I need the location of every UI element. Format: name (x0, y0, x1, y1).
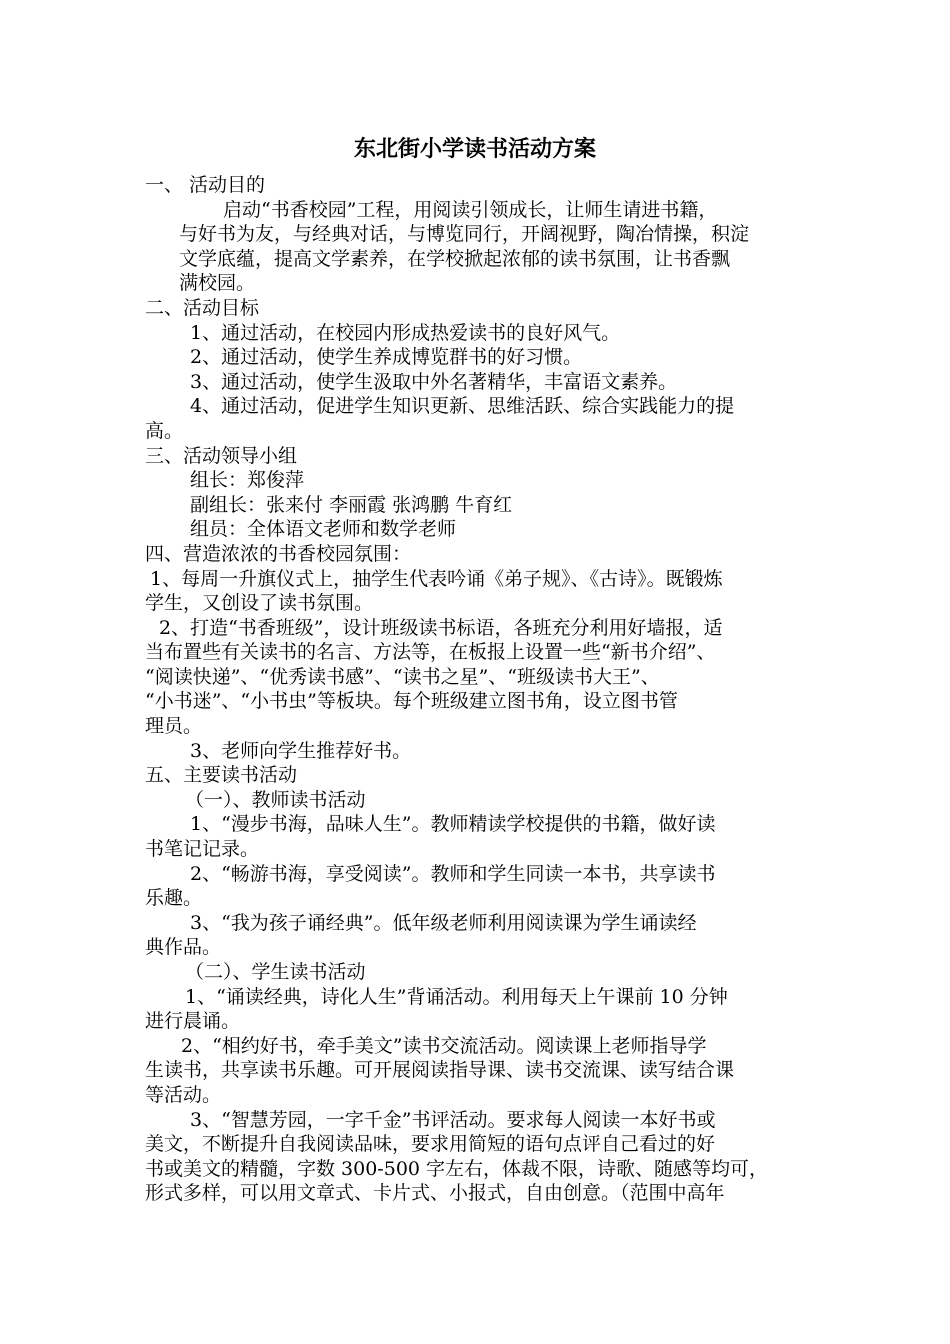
student-activity-line: 3、“智慧芳园，一字千金”书评活动。要求每人阅读一本好书或 (190, 1108, 716, 1131)
teacher-activity-line: 3、“我为孩子诵经典”。低年级老师利用阅读课为学生诵读经 (190, 911, 697, 934)
leader-line: 组长：郑俊萍 (190, 469, 305, 492)
section-heading-goals: 二、活动目标 (145, 296, 260, 319)
goal-item-continuation: 高。 (145, 419, 184, 442)
atmosphere-line: “阅读快递”、“优秀读书感”、“读书之星”、“班级读书大王”、 (145, 665, 660, 688)
section-heading-atmosphere: 四、营造浓浓的书香校园氛围： (145, 542, 412, 565)
atmosphere-line: 学生，又创设了读书氛围。 (145, 592, 374, 615)
atmosphere-line: 当布置些有关读书的名言、方法等，在板报上设置一些“新书介绍”、 (145, 641, 716, 664)
teacher-activity-line: 乐趣。 (145, 887, 203, 910)
document-title: 东北街小学读书活动方案 (353, 136, 596, 162)
atmosphere-line: 2、打造“书香班级”，设计班级读书标语，各班充分利用好墙报，适 (159, 616, 723, 639)
student-activity-line: 书或美文的精髓，字数 300-500 字左右，体裁不限，诗歌、随感等均可， (145, 1157, 769, 1180)
goal-item: 2、通过活动，使学生养成博览群书的好习惯。 (190, 346, 583, 369)
student-activity-line: 美文，不断提升自我阅读品味，要求用简短的语句点评自己看过的好 (145, 1133, 716, 1156)
section-heading-purpose: 一、 活动目的 (145, 174, 266, 196)
purpose-line: 文学底蕴，提高文学素养，在学校掀起浓郁的读书氛围，让书香飘 (179, 247, 731, 270)
purpose-line: 启动“书香校园”工程，用阅读引领成长，让师生请进书籍， (223, 198, 718, 221)
leader-line: 组员：全体语文老师和数学老师 (190, 518, 457, 541)
document-body (145, 173, 810, 1206)
purpose-line: 与好书为友，与经典对话，与博览同行，开阔视野，陶冶情操，积淀 (179, 223, 750, 246)
teacher-activities-heading: （一）、教师读书活动 (185, 788, 366, 811)
student-activity-line: 生读书，共享读书乐趣。可开展阅读指导课、读书交流课、读写结合课 (145, 1059, 735, 1082)
teacher-activity-line: 典作品。 (145, 936, 222, 959)
teacher-activity-line: 书笔记记录。 (145, 838, 260, 861)
student-activity-line: 2、“相约好书，牵手美文”读书交流活动。阅读课上老师指导学 (181, 1034, 707, 1057)
goal-item: 4、通过活动，促进学生知识更新、思维活跃、综合实践能力的提 (190, 395, 735, 418)
student-activity-line: 1、“诵读经典，诗化人生”背诵活动。利用每天上午课前 10 分钟 (185, 985, 728, 1008)
student-activity-line: 进行晨诵。 (145, 1010, 241, 1033)
atmosphere-line: 1、每周一升旗仪式上，抽学生代表吟诵《弟子规》、《古诗》。既锻炼 (150, 567, 723, 590)
purpose-line: 满校园。 (179, 272, 256, 295)
teacher-activity-line: 1、“漫步书海，品味人生”。教师精读学校提供的书籍，做好读 (190, 813, 716, 836)
atmosphere-line: 理员。 (145, 715, 203, 738)
goal-item: 1、通过活动，在校园内形成热爱读书的良好风气。 (190, 321, 621, 344)
section-heading-leaders: 三、活动领导小组 (145, 444, 298, 467)
student-activity-line: 等活动。 (145, 1083, 222, 1106)
student-activity-line: 形式多样，可以用文章式、卡片式、小报式，自由创意。（范围中高年 (145, 1182, 725, 1205)
goal-item: 3、通过活动，使学生汲取中外名著精华，丰富语文素养。 (190, 370, 678, 393)
student-activities-heading: （二）、学生读书活动 (185, 961, 366, 983)
atmosphere-line: 3、老师向学生推荐好书。 (190, 739, 412, 762)
teacher-activity-line: 2、“畅游书海，享受阅读”。教师和学生同读一本书，共享读书 (190, 862, 716, 885)
leader-line: 副组长：张来付 李丽霞 张鸿鹏 牛育红 (190, 493, 513, 516)
atmosphere-line: “小书迷”、“小书虫”等板块。每个班级建立图书角，设立图书管 (145, 690, 678, 713)
section-heading-activities: 五、主要读书活动 (145, 764, 298, 787)
